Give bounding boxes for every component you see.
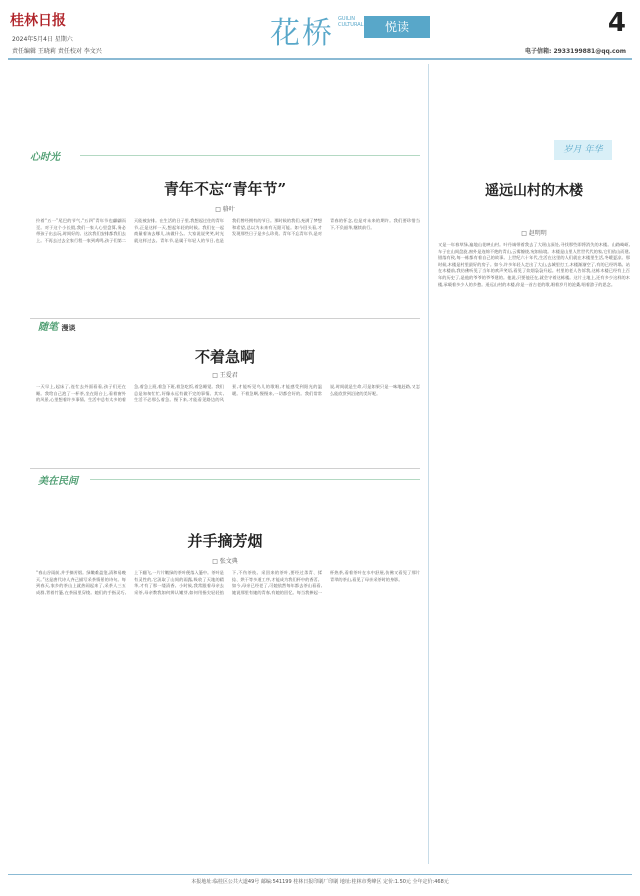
masthead bbox=[8, 8, 632, 60]
article-body: 拎着“五一”尾巴的节气,“五四”青年节也翩翩而至。对于这个小长假,我们一家人心里盘算,务必带孩子出去玩,时间好的。这次我们安排都我们去上。不再去过去全家行程一家到鸡鸣,孩子们第二天能被安排。在生活的日子里,我想起过往的青年节,正是这样一天,想起年轻的时候。我们在一起商量着该去哪儿,该做什么。大家说说笑笑,时光就这样过去。青年节,是属于年轻人的节日,也是我们曾经拥有的节日。那时候的我们,充满了梦想和希望,总以为未来有无限可能。如今回头看,才发现那些日子是多么珍贵。青年不忘青年节,是对青春的怀念,也是对未来的期许。我们要珍惜当下,不负韶华,继续前行。 bbox=[36, 218, 420, 243]
section-rule bbox=[80, 155, 420, 156]
article-body: 一天早上,起床了,连忙去外面看看,孩子们还在睡。我给自己泡了一杯茶,坐在阳台上,看着窗外的风景,心里想着许多事情。生活中总有太多的着急,着急上班,着急下班,着急吃饭,着急睡觉。我们总是匆匆忙忙,好像永远有做不完的事情。其实,生活不必那么着急。慢下来,才能看见路边的风景,才能听见鸟儿的歌唱,才能感受到阳光的温暖。不着急啊,慢慢来,一切都会好的。我们常常说,时间就是生命,可是如果只是一味地赶路,又怎么能欣赏到沿途的美好呢。 bbox=[36, 384, 420, 403]
page-number: 4 bbox=[607, 8, 626, 38]
section-tag: 美在民间 bbox=[38, 476, 78, 487]
article-title: 遥远山村的木楼 bbox=[485, 183, 583, 199]
article-author: □ 王爱君 bbox=[212, 372, 238, 379]
contact-email: 电子信箱: 2933199881@qq.com bbox=[524, 48, 626, 55]
article-body: “春山谷雨前,并手摘芳烟。绿嫩难盈笼,清和易晚天。”这是唐代诗人齐己描写采茶情景的诗句。每到春天,家乡的茶山上就热闹起来了,采茶人三五成群,背着竹篓,在茶园里穿梭。她们的手指灵巧,上下翻飞,一片片嫩绿的茶叶便落入篓中。茶叶是有灵性的,它汲取了山间的雨露,吸收了天地的精华,才有了那一缕清香。小时候,我常跟着母亲去采茶,母亲教我如何辨认嫩芽,如何用指尖轻轻掐下,不伤茶枝。采回来的茶叶,要经过杀青、揉捻、烘干等多道工序,才能成为我们杯中的香茗。如今,母亲已经老了,可她依然每年都去茶山看看,她说那里有她的青春,有她的回忆。每当我捧起一杯热茶,看着茶叶在水中舒展,仿佛又看见了那片青翠的茶山,看见了母亲采茶时的身影。 bbox=[36, 570, 420, 595]
article-author: □ 骆叶 bbox=[215, 206, 235, 213]
editors-line: 责任编辑 王晓莉 责任校对 李文兴 bbox=[12, 48, 102, 55]
footer: 本报地址:临桂区公共大道49号 邮编:541199 桂林日报印刷厂印刷 地址:桂林市秀峰区 定价:1.50元 全年定价:468元 bbox=[8, 874, 632, 885]
article-body: 又是一年春草绿,遍地山花映山村。叶丹诚带着我去了大瑶山深处,寻找那些即将消失的木楼。山路崎岖,车子在山间盘旋,窗外是连绵不绝的青山,云雾缭绕,宛如仙境。木楼是山里人世世代代的家,它们依山而建,错落有致,每一栋都有着自己的故事。上世纪六十年代,生活在这里的人们就在木楼里生活,冬暖夏凉。那时候,木楼是村里最好的房子。如今,许多年轻人走出了大山,去城里打工,木楼渐渐空了,有的已经坍塌。站在木楼前,我仿佛听见了当年的欢声笑语,看见了炊烟袅袅升起。村里的老人告诉我,这栋木楼已经有上百年的历史了,是他的爷爷的爷爷建的。他说,只要他还在,就会守着这栋楼。这片土地上,还有多少这样的木楼,承载着多少人的乡愁。遥远山村的木楼,你是一首古老的歌,唱着岁月的沧桑,唱着游子的思念。 bbox=[438, 242, 630, 287]
paper-name: 桂林日报 bbox=[10, 13, 66, 29]
section-title: 花桥 bbox=[270, 16, 334, 51]
section-tag: 随笔 漫谈 bbox=[38, 322, 76, 333]
column-divider bbox=[428, 64, 429, 864]
article-separator bbox=[30, 468, 420, 469]
article-author: □ 张文典 bbox=[212, 558, 238, 565]
article-author: □ 赵明明 bbox=[521, 230, 547, 237]
article-title: 不着急啊 bbox=[194, 348, 255, 366]
article-title: 并手摘芳烟 bbox=[187, 532, 263, 550]
column-tab: 悦读 bbox=[364, 16, 430, 38]
section-tag: 心时光 bbox=[30, 152, 60, 163]
issue-date: 2024年5月4日 星期六 bbox=[12, 36, 73, 43]
article-separator bbox=[30, 318, 420, 319]
section-title-en: GUILIN CULTURAL bbox=[338, 16, 364, 28]
section-tag: 岁月 年华 bbox=[554, 140, 612, 160]
section-rule bbox=[90, 479, 420, 480]
article-title: 青年不忘“青年节” bbox=[163, 180, 287, 198]
